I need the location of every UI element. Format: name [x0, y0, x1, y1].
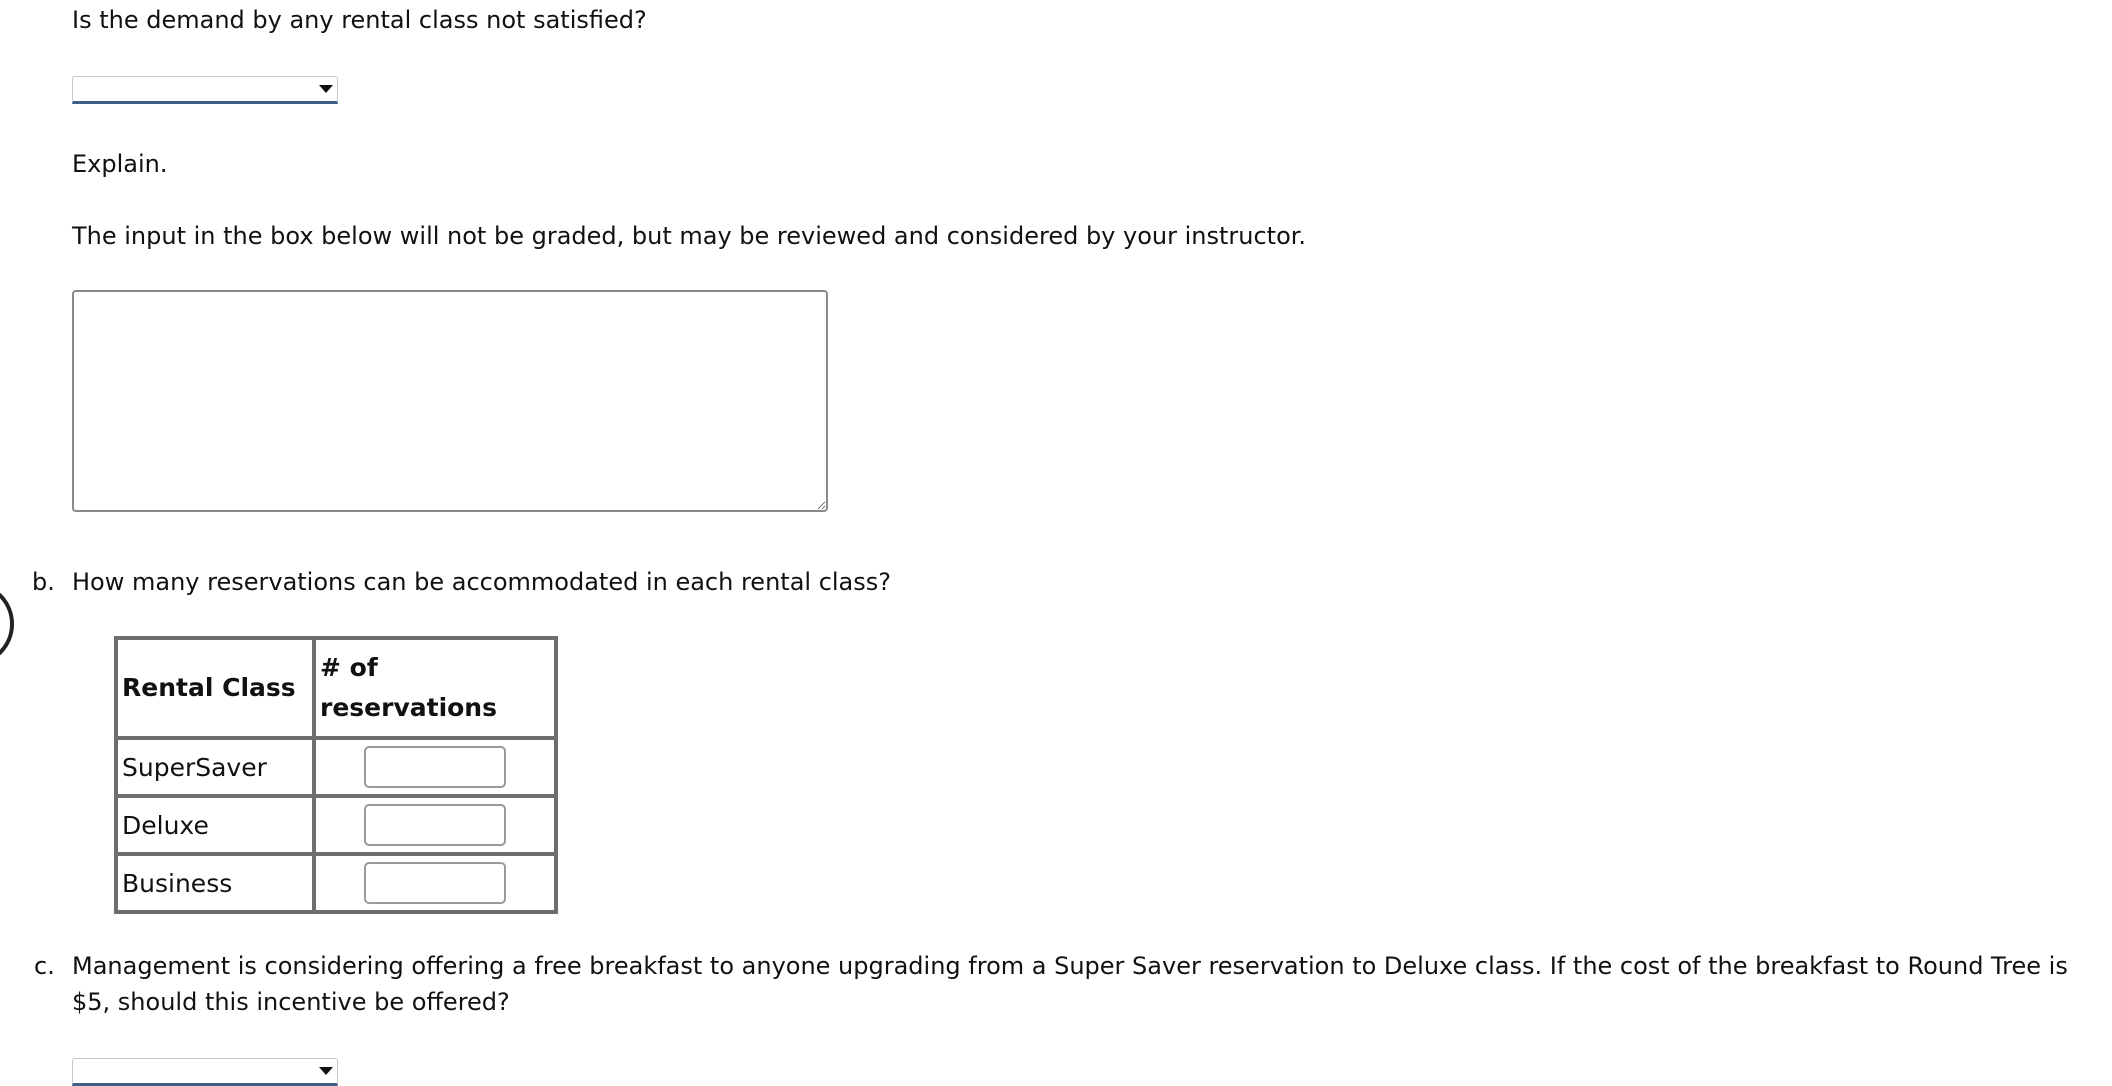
deluxe-reservations-input[interactable] — [364, 804, 506, 846]
part-c-marker: c. — [34, 952, 55, 980]
part-b-marker: b. — [32, 568, 55, 596]
part-a-question: Is the demand by any rental class not satisfied? — [72, 6, 647, 34]
part-a-dropdown-value — [79, 77, 311, 101]
row-label-supersaver: SuperSaver — [116, 738, 314, 796]
ungraded-note: The input in the box below will not be graded, but may be reviewed and considered by your instructor. — [72, 222, 1307, 250]
table-row — [116, 854, 556, 912]
explain-textarea[interactable] — [72, 290, 828, 512]
part-a-answer-dropdown[interactable] — [72, 76, 338, 104]
business-reservations-input[interactable] — [364, 862, 506, 904]
table-row — [116, 796, 556, 854]
explain-label: Explain. — [72, 150, 168, 178]
cell-deluxe — [314, 796, 556, 854]
part-b-question: How many reservations can be accommodated in each rental class? — [72, 568, 892, 596]
row-label-business: Business — [116, 854, 314, 912]
part-c-question-line1: Management is considering offering a free breakfast to anyone upgrading from a Super Saver reservation to Deluxe class. If the cost of the breakfast to Round Tree is — [72, 952, 2068, 980]
dropdown-arrow-icon — [319, 85, 333, 93]
part-c-question-line2: $5, should this incentive be offered? — [72, 988, 510, 1016]
reservations-table — [114, 636, 558, 914]
dropdown-arrow-icon — [319, 1067, 333, 1075]
cell-business — [314, 854, 556, 912]
header-reservations: # of reservations — [314, 638, 556, 738]
row-label-deluxe: Deluxe — [116, 796, 314, 854]
part-c-answer-dropdown[interactable] — [72, 1058, 338, 1086]
header-rental-class: Rental Class — [116, 638, 314, 738]
table-header-row — [116, 638, 556, 738]
part-c-dropdown-value — [79, 1059, 311, 1083]
cell-supersaver — [314, 738, 556, 796]
table-row — [116, 738, 556, 796]
decorative-circle-edge — [0, 582, 14, 666]
supersaver-reservations-input[interactable] — [364, 746, 506, 788]
